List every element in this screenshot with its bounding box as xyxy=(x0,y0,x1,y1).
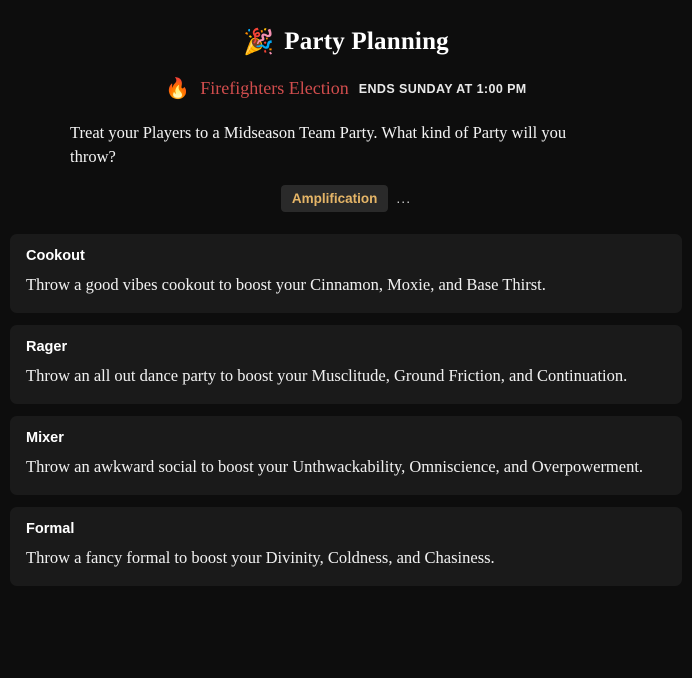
event-description: Treat your Players to a Midseason Team Party. What kind of Party will you throw? xyxy=(70,123,567,166)
option-title: Cookout xyxy=(26,247,85,264)
fire-icon: 🔥 xyxy=(165,77,191,100)
tag-amplification[interactable]: Amplification xyxy=(281,185,389,212)
party-option-cookout[interactable] xyxy=(10,234,682,313)
party-option-formal[interactable] xyxy=(10,507,682,586)
party-option-rager[interactable] xyxy=(10,325,682,404)
option-title: Formal xyxy=(26,520,75,537)
option-description: Throw a good vibes cookout to boost your Cinnamon, Moxie, and Base Thirst. xyxy=(26,274,546,294)
election-name: Firefighters Election xyxy=(200,78,349,98)
tag-more-ellipsis[interactable]: ... xyxy=(396,190,412,207)
option-description: Throw an awkward social to boost your Unthwackability, Omniscience, and Overpowerment. xyxy=(26,456,644,476)
election-info xyxy=(0,78,692,99)
option-description: Throw an all out dance party to boost your Musclitude, Ground Friction, and Continuation. xyxy=(26,365,628,385)
option-title: Rager xyxy=(26,338,68,355)
option-title: Mixer xyxy=(26,429,64,446)
party-popper-icon: 🎉 xyxy=(243,28,275,56)
party-option-mixer[interactable] xyxy=(10,416,682,495)
page-title: Party Planning xyxy=(284,28,449,55)
page-header xyxy=(0,0,692,56)
option-description: Throw a fancy formal to boost your Divinity, Coldness, and Chasiness. xyxy=(26,547,495,567)
party-options-list xyxy=(0,234,692,586)
tag-row xyxy=(0,185,692,212)
election-deadline: ENDS SUNDAY AT 1:00 PM xyxy=(358,81,527,96)
